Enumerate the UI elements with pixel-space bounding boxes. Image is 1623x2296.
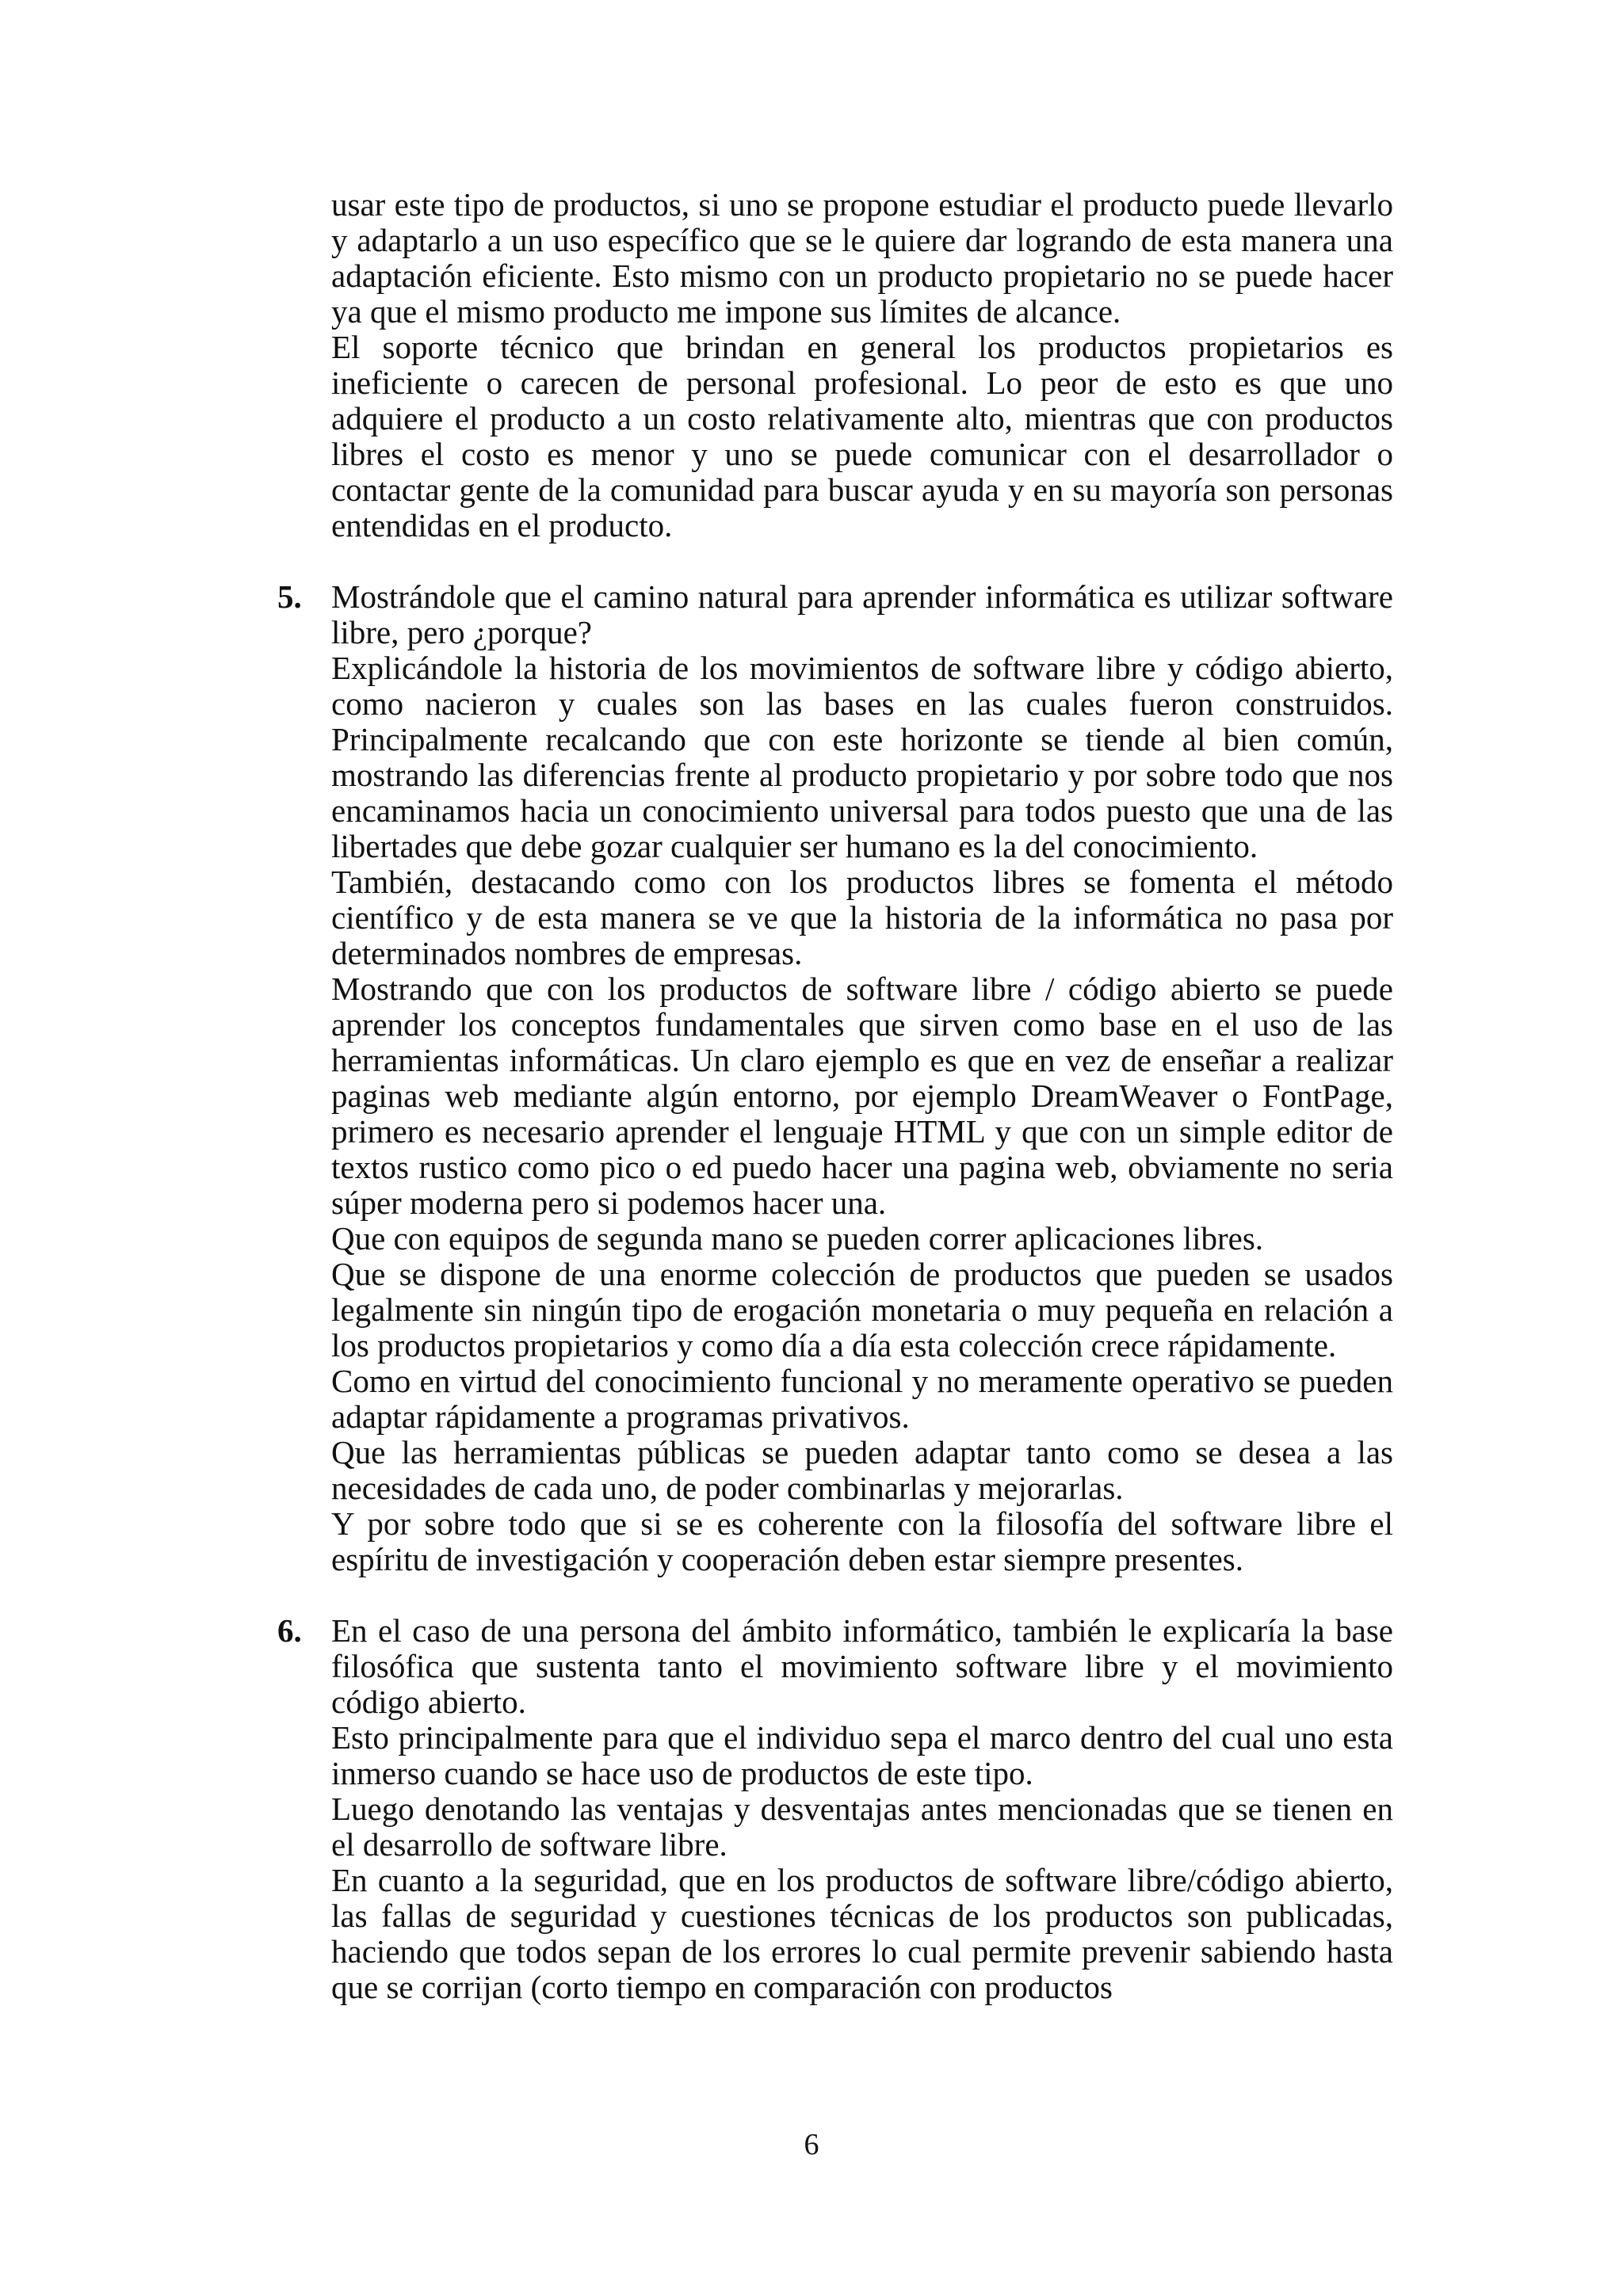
item-paragraph: En el caso de una persona del ámbito informático, también le explicaría la base filosófica que sustenta tanto el movimiento software libre y el movimiento código abierto. [331, 1612, 1393, 1720]
list-item-6 [277, 1612, 1393, 2005]
item-paragraph: Que las herramientas públicas se pueden adaptar tanto como se desea a las necesidades de cada uno, de poder combinarlas y mejorarlas. [331, 1434, 1393, 1506]
item-paragraph: Explicándole la historia de los movimientos de software libre y código abierto, como nacieron y cuales son las bases en las cuales fueron construidos. Principalmente recalcando que con este horizonte se tiende al bien común, mostrando las diferencias frente al producto propietario y por sobre todo que nos encaminamos hacia un conocimiento universal para todos puesto que una de las libertades que debe gozar cualquier ser humano es la del conocimiento. [331, 650, 1393, 864]
list-item-5 [277, 578, 1393, 1577]
intro-paragraph: El soporte técnico que brindan en general los productos propietarios es ineficiente o carecen de personal profesional. Lo peor de esto es que uno adquiere el producto a un costo relativamente alto, mientras que con productos libres el costo es menor y uno se puede comunicar con el desarrollador o contactar gente de la comunidad para buscar ayuda y en su mayoría son personas entendidas en el producto. [331, 329, 1393, 543]
item-paragraph: Que se dispone de una enorme colección de productos que pueden se usados legalmente sin ningún tipo de erogación monetaria o muy pequeña en relación a los productos propietarios y como día a día esta colección crece rápidamente. [331, 1256, 1393, 1363]
item-paragraph: Mostrándole que el camino natural para aprender informática es utilizar software libre, pero ¿porque? [331, 578, 1393, 650]
item-paragraph: Esto principalmente para que el individuo sepa el marco dentro del cual uno esta inmerso cuando se hace uso de productos de este tipo. [331, 1719, 1393, 1791]
item-paragraph: Luego denotando las ventajas y desventajas antes mencionadas que se tienen en el desarrollo de software libre. [331, 1791, 1393, 1863]
item-paragraph: En cuanto a la seguridad, que en los productos de software libre/código abierto, las fallas de seguridad y cuestiones técnicas de los productos son publicadas, haciendo que todos sepan de los errores lo cual permite prevenir sabiendo hasta que se corrijan (corto tiempo en comparación con productos [331, 1862, 1393, 2005]
page-number: 6 [804, 2128, 819, 2161]
item-paragraph: Y por sobre todo que si se es coherente con la filosofía del software libre el espíritu de investigación y cooperación deben estar siempre presentes. [331, 1505, 1393, 1577]
item-paragraph: Mostrando que con los productos de software libre / código abierto se puede aprender los conceptos fundamentales que sirven como base en el uso de las herramientas informáticas. Un claro ejemplo es que en vez de enseñar a realizar paginas web mediante algún entorno, por ejemplo DreamWeaver o FontPage, primero es necesario aprender el lenguaje HTML y que con un simple editor de textos rustico como pico o ed puedo hacer una pagina web, obviamente no seria súper moderna pero si podemos hacer una. [331, 971, 1393, 1221]
item-paragraph: Que con equipos de segunda mano se pueden correr aplicaciones libres. [331, 1220, 1264, 1257]
intro-paragraph: usar este tipo de productos, si uno se propone estudiar el producto puede llevarlo y adaptarlo a un uso específico que se le quiere dar logrando de esta manera una adaptación eficiente. Esto mismo con un producto propietario no se puede hacer ya que el mismo producto me impone sus límites de alcance. [331, 186, 1393, 330]
body-text [277, 186, 1393, 2005]
item-paragraph: También, destacando como con los productos libres se fomenta el método científico y de esta manera se ve que la historia de la informática no pasa por determinados nombres de empresas. [331, 864, 1393, 971]
item-number: 5. [277, 578, 302, 615]
item-paragraph: Como en virtud del conocimiento funcional y no meramente operativo se pueden adaptar rápidamente a programas privativos. [331, 1363, 1393, 1435]
item-number: 6. [277, 1612, 302, 1649]
